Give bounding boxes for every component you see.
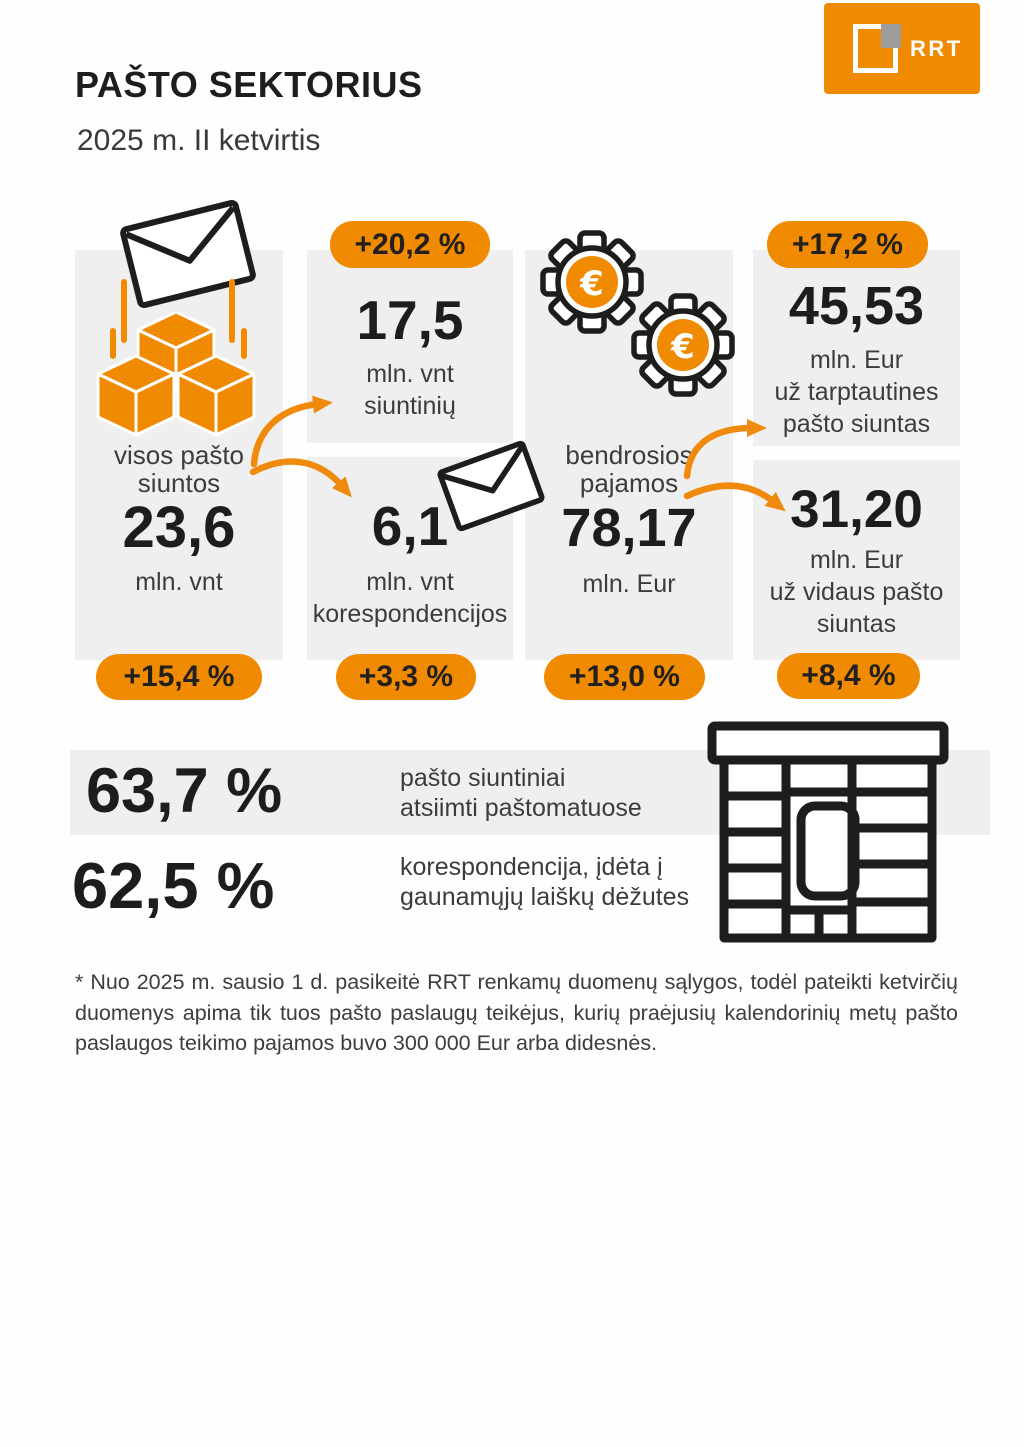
svg-text:€: €	[671, 327, 695, 367]
parcel-boxes-icon	[96, 312, 256, 437]
lockers-share-value: 63,7 %	[86, 756, 283, 826]
revenue-label-line1: bendrosios	[565, 440, 693, 470]
domestic-change-badge: +8,4 %	[777, 653, 920, 699]
gear-euro-icon	[627, 289, 739, 401]
parcels-value: 17,5	[356, 289, 464, 351]
international-unit: mln. Eur	[809, 346, 904, 374]
lockers-share-desc-line1: pašto siuntiniai	[400, 764, 566, 792]
rrt-logo-gray-corner-icon	[881, 24, 901, 48]
revenue-change-badge: +13,0 %	[544, 654, 705, 700]
rrt-logo	[824, 3, 980, 94]
page-title: PAŠTO SEKTORIUS	[75, 64, 423, 105]
revenue-value: 78,17	[561, 498, 697, 558]
correspondence-unit: mln. vnt	[366, 568, 454, 596]
international-desc-line2: pašto siuntas	[782, 410, 931, 438]
total-value: 23,6	[122, 495, 236, 560]
international-change-badge: +17,2 %	[767, 221, 928, 268]
mailboxes-share-desc-line2: gaunamųjų laiškų dėžutes	[400, 883, 690, 911]
revenue-unit: mln. Eur	[582, 570, 676, 598]
footnote: * Nuo 2025 m. sausio 1 d. pasikeitė RRT renkamų duomenų sąlygos, todėl pateikti ketvirčių duomenys apima tik tuos pašto paslaugų teikėjus, kurių praėjusių kalendorinių metų pašto paslaugos teikimo pajamos buvo 300 000 Eur arba didesnės.	[75, 970, 958, 1055]
lockers-share-desc-line2: atsiimti paštomatuose	[400, 794, 642, 822]
domestic-desc-line2: siuntas	[816, 610, 897, 638]
correspondence-change-badge: +3,3 %	[336, 654, 476, 700]
correspondence-label: korespondencijos	[312, 600, 508, 628]
parcels-unit: mln. vnt	[366, 360, 454, 388]
total-unit: mln. vnt	[135, 568, 223, 596]
domestic-desc-line1: už vidaus pašto	[769, 578, 944, 606]
international-value: 45,53	[788, 276, 925, 336]
correspondence-value: 6,1	[371, 495, 449, 557]
parcel-locker-icon	[702, 718, 954, 950]
international-desc-line1: už tarptautines	[774, 378, 939, 406]
parcels-change-badge: +20,2 %	[330, 221, 490, 268]
page-subtitle: 2025 m. II ketvirtis	[77, 124, 321, 157]
domestic-unit: mln. Eur	[809, 546, 904, 574]
mailboxes-share-desc-line1: korespondencija, įdėta į	[400, 853, 663, 881]
total-label-line1: visos pašto	[113, 440, 245, 470]
domestic-value: 31,20	[790, 480, 923, 539]
parcels-label: siuntinių	[364, 392, 456, 420]
total-label-line2: siuntos	[137, 468, 221, 498]
total-change-badge: +15,4 %	[96, 654, 262, 700]
rrt-logo-text: RRT	[910, 36, 963, 61]
mailboxes-share-value: 62,5 %	[72, 849, 275, 922]
svg-text:€: €	[580, 264, 604, 304]
revenue-label-line2: pajamos	[579, 468, 679, 498]
